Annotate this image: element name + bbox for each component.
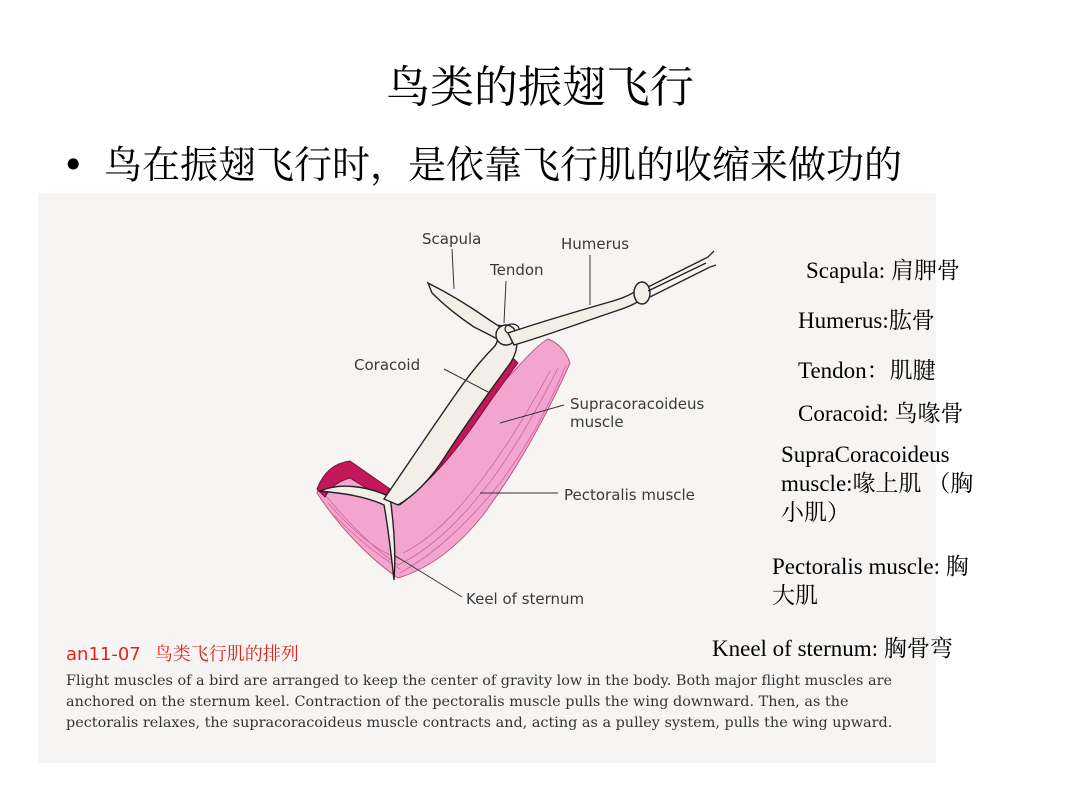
figure-id: an11-07 <box>66 644 141 665</box>
label-humerus: Humerus <box>561 235 630 253</box>
gloss-supracoracoideus-line3: 小肌） <box>781 500 850 525</box>
gloss-supracoracoideus <box>781 440 973 527</box>
label-supracoracoideus-line2: muscle <box>570 413 624 431</box>
scapula-leader <box>452 249 454 289</box>
label-tendon: Tendon <box>490 261 544 279</box>
forearm-end <box>708 251 716 267</box>
gloss-supracoracoideus-line1: SupraCoracoideus <box>781 442 950 467</box>
gloss-humerus: Humerus:肱骨 <box>798 308 935 333</box>
gloss-pectoralis <box>772 552 969 610</box>
forearm-bones <box>648 257 710 297</box>
gloss-tendon: Tendon：肌腱 <box>798 358 936 383</box>
label-supracoracoideus-line1: Supracoracoideus <box>570 395 705 413</box>
gloss-coracoid: Coracoid: 鸟喙骨 <box>798 401 964 426</box>
figure-caption-heading <box>66 640 313 666</box>
slide-title: 鸟类的振翅飞行 <box>386 62 694 113</box>
gloss-supracoracoideus-line2: muscle:喙上肌 （胸 <box>781 471 974 496</box>
gloss-pectoralis-line2: 大肌 <box>772 583 818 608</box>
humerus-head <box>634 282 650 304</box>
bullet-text: 鸟在振翅飞行时，是依靠飞行肌的收缩来做功的 <box>104 143 903 187</box>
gloss-scapula: Scapula: 肩胛骨 <box>806 258 960 283</box>
figure-caption-title: 鸟类飞行肌的排列 <box>154 644 299 665</box>
gloss-pectoralis-line1: Pectoralis muscle: 胸 <box>772 554 969 579</box>
figure-caption-text: Flight muscles of a bird are arranged to keep the center of gravity low in the body. Both major flight muscles are anchored on the sternum keel. Contraction of the pectoralis muscle pulls the wing downward. Then, as the pectoralis relaxes, the supracoracoideus muscle contracts and, acting as a pulley system, pulls the wing upward. <box>66 673 893 731</box>
label-scapula: Scapula <box>422 230 482 248</box>
label-keel: Keel of sternum <box>466 590 585 608</box>
label-coracoid: Coracoid <box>354 356 421 374</box>
label-pectoralis: Pectoralis muscle <box>564 486 695 504</box>
humerus-bone <box>508 289 644 345</box>
tendon-leader <box>504 281 506 323</box>
gloss-keel: Kneel of sternum: 胸骨弯 <box>712 636 953 661</box>
bullet-marker: • <box>62 143 85 187</box>
bullet-point <box>62 138 902 192</box>
label-supracoracoideus <box>570 395 704 431</box>
